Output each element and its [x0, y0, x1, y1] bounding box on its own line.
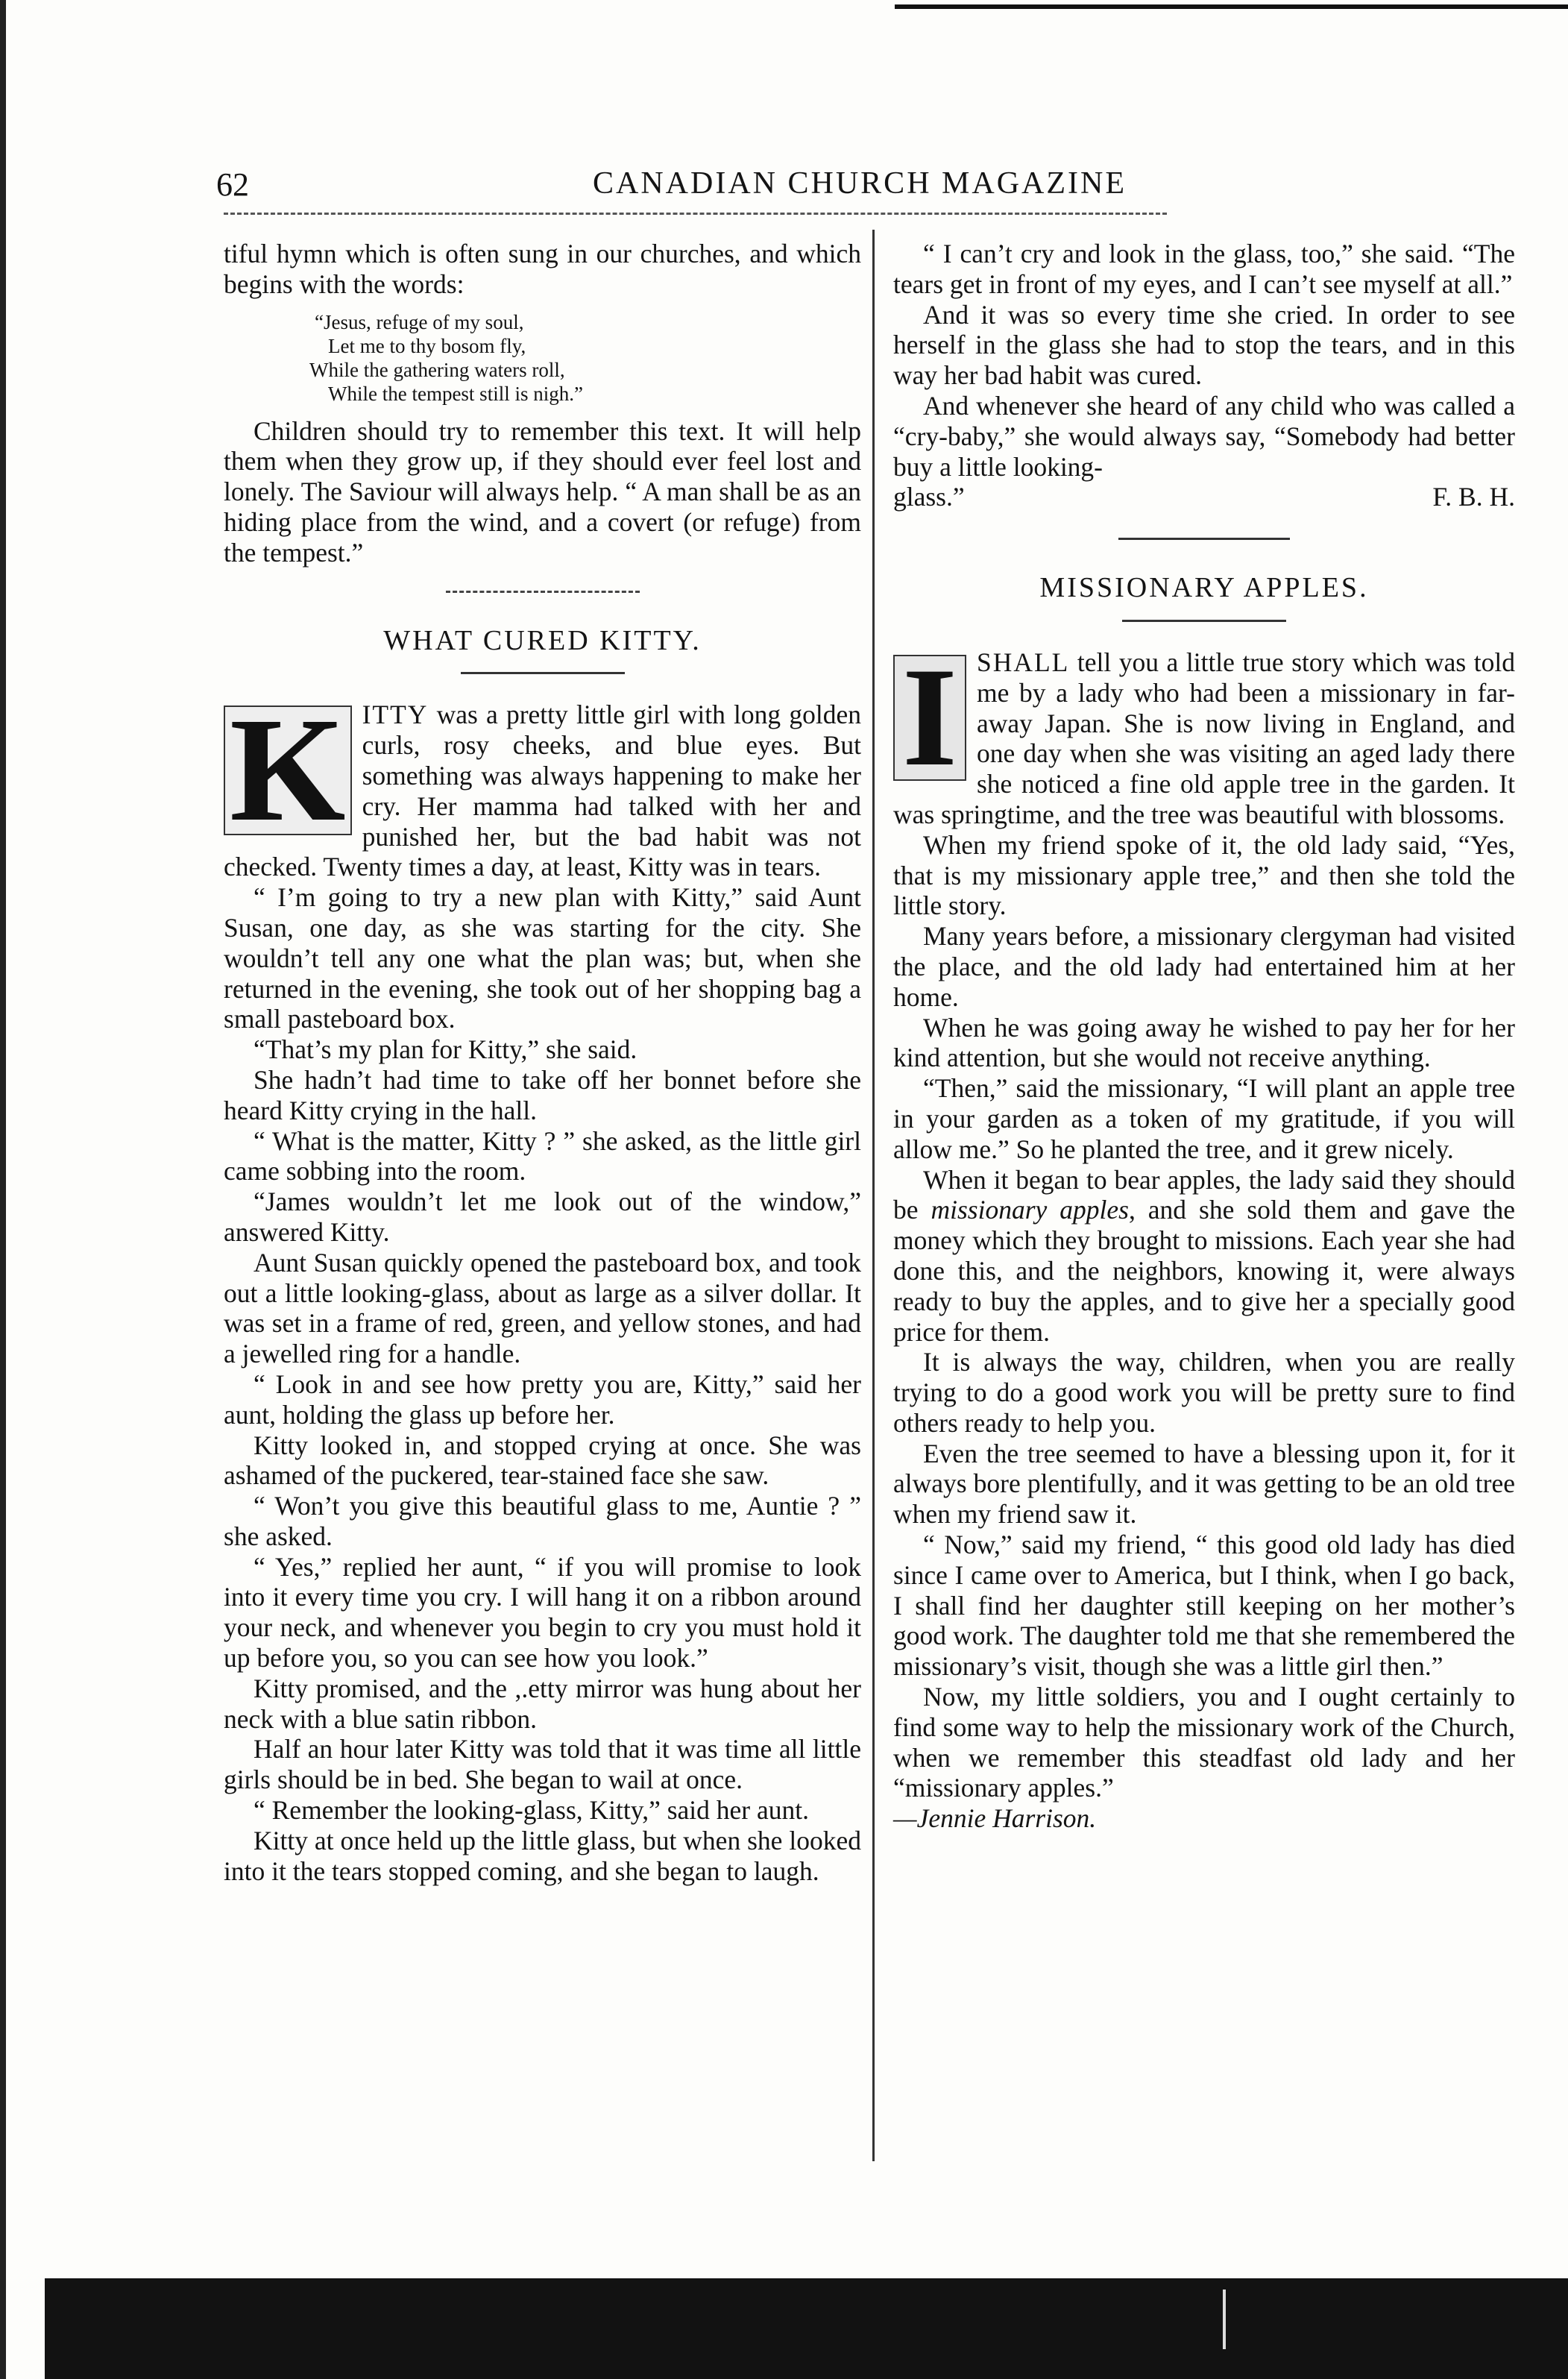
column-divider	[872, 230, 875, 2161]
signature-line	[893, 482, 1515, 512]
paragraph: Now, my little soldiers, you and I ought certainly to find some way to help the missionary work of the Church, when we remember this steadfast old lady and her “missionary apples.”	[893, 1682, 1515, 1803]
paragraph-missionary-apples	[893, 1165, 1515, 1348]
scan-bottom-band	[45, 2278, 1568, 2379]
header-rule	[224, 213, 1167, 215]
section-rule	[1118, 538, 1290, 540]
paragraph: She hadn’t had time to take off her bonnet before she heard Kitty crying in the hall.	[224, 1064, 861, 1125]
opening-text: tell you a little true story which was told me by a lady who had been a missionary in far-away Japan. She is now living in England, and one day when she was visiting an aged lady there she noticed a fine old apple tree in the garden. It was springtime, and the tree was beautiful with blossoms.	[893, 647, 1515, 829]
intro-text: tiful hymn which is often sung in our churches, and which begins with the words:	[224, 239, 861, 299]
dropcap-i: I	[893, 655, 966, 781]
page-number: 62	[216, 166, 249, 203]
text-run: When it began to bear apples, the lady said they should be	[893, 1164, 1515, 1225]
author-signature: —Jennie Harrison.	[893, 1803, 1097, 1834]
paragraph: And it was so every time she cried. In order to see herself in the glass she had to stop the tears, and in this way her bad habit was cured.	[893, 299, 1515, 391]
opening-caps: SHALL	[976, 647, 1070, 677]
poem-line: While the tempest still is nigh.”	[328, 382, 583, 405]
paragraph: “That’s my plan for Kitty,” she said.	[254, 1034, 637, 1065]
title-rule	[461, 672, 625, 674]
paragraph: “ Remember the looking-glass, Kitty,” said her aunt.	[254, 1795, 809, 1826]
hymn-poem	[224, 310, 861, 406]
paragraph: When my friend spoke of it, the old lady said, “Yes, that is my missionary apple tree,” and then she told the little story.	[893, 829, 1515, 921]
story-title-kitty: WHAT CURED KITTY.	[383, 624, 702, 656]
paragraph: It is always the way, children, when you are really trying to do a good work you will be pretty sure to find others ready to help you.	[893, 1347, 1515, 1438]
right-column	[893, 239, 1515, 1834]
paragraph: “ Won’t you give this beautiful glass to me, Auntie ? ” she asked.	[224, 1491, 861, 1551]
paragraph: “ I can’t cry and look in the glass, too,” she said. “The tears get in front of my eyes, and I can’t see myself at all.”	[893, 239, 1515, 299]
paragraph: “ I’m going to try a new plan with Kitty,” said Aunt Susan, one day, as she was starting for the city. She wouldn’t tell any one what the plan was; but, when she returned in the evening, she took out of her shopping bag a small pasteboard box.	[224, 882, 861, 1034]
top-edge-rule	[895, 4, 1568, 9]
closing-word: glass.”	[893, 482, 965, 512]
scan-mark	[1223, 2290, 1226, 2349]
poem-line: “Jesus, refuge of my soul,	[315, 310, 524, 333]
paragraph: Kitty promised, and the ,.etty mirror was hung about her neck with a blue satin ribbon.	[224, 1673, 861, 1734]
paragraph: Many years before, a missionary clergyman had visited the place, and the old lady had entertained him at her home.	[893, 921, 1515, 1012]
paragraph: “ Yes,” replied her aunt, “ if you will promise to look into it every time you cry. I will hang it on a ribbon around your neck, and whenever you begin to cry you must hold it up before you, so you can see how you look.”	[224, 1551, 861, 1674]
paragraph: Even the tree seemed to have a blessing upon it, for it always bore plentifully, and it was getting to be an old tree when my friend saw it.	[893, 1438, 1515, 1530]
page-header	[216, 166, 1167, 210]
text-run: , and she sold them and gave the money which they brought to missions. Each year she had done this, and the neighbors, knowing it, were always ready to buy the apples, and to give her a specially good price for them.	[893, 1195, 1515, 1347]
opening-text: was a pretty little girl with long golden curls, rosy cheeks, and blue eyes. But something was always happening to make her cry. Her mamma had talked with her and punished her, but the bad habit was not checked. Twenty times a day, at least, Kitty was in tears.	[224, 700, 861, 882]
magazine-title: CANADIAN CHURCH MAGAZINE	[593, 166, 1127, 201]
author-name	[893, 1803, 1515, 1834]
dropcap-k: K	[224, 705, 352, 835]
paragraph: “ Now,” said my friend, “ this good old lady has died since I came over to America, but I think, when I go back, I shall find her daughter still keeping on her mother’s good work. The daughter told me that she remembered the missionary’s visit, though she was a little girl then.”	[893, 1530, 1515, 1682]
poem-line: Let me to thy bosom fly,	[328, 334, 526, 357]
opening-caps: ITTY	[362, 700, 429, 730]
story-title-apples: MISSIONARY APPLES.	[1039, 572, 1369, 604]
paragraph: Children should try to remember this text. It will help them when they grow up, if they should ever feel lost and lonely. The Saviour will always help. “ A man shall be as an hiding place from the wind, and a covert (or refuge) from the tempest.”	[224, 415, 861, 568]
paragraph: “James wouldn’t let me look out of the window,” answered Kitty.	[224, 1187, 861, 1247]
left-scan-edge	[0, 0, 6, 2379]
paragraph: “Then,” said the missionary, “I will plant an apple tree in your garden as a token of my gratitude, if you will allow me.” So he planted the tree, and it grew nicely.	[893, 1073, 1515, 1164]
first-paragraph-kitty	[224, 688, 861, 882]
paragraph: Half an hour later Kitty was told that it was time all little girls should be in bed. She began to wail at once.	[224, 1734, 861, 1795]
paragraph: Kitty looked in, and stopped crying at once. She was ashamed of the puckered, tear-stained face she saw.	[224, 1430, 861, 1491]
paragraph: “ Look in and see how pretty you are, Kitty,” said her aunt, holding the glass up before her.	[224, 1368, 861, 1430]
paragraph: And whenever she heard of any child who was called a “cry-baby,” she would always say, “Somebody had better buy a little looking-	[893, 390, 1515, 482]
paragraph: Aunt Susan quickly opened the pasteboard box, and took out a little looking-glass, about as large as a silver dollar. It was set in a frame of red, green, and yellow stones, and had a jewelled ring for a handle.	[224, 1247, 861, 1369]
first-paragraph-apples	[893, 638, 1515, 830]
author-initials: F. B. H.	[1432, 482, 1515, 512]
paragraph: “ What is the matter, Kitty ? ” she asked, as the little girl came sobbing into the room.	[224, 1125, 861, 1187]
emphasis-text: missionary apples	[931, 1195, 1129, 1225]
section-rule	[446, 591, 640, 593]
title-rule	[1122, 620, 1286, 622]
poem-line: While the gathering waters roll,	[309, 358, 565, 381]
left-column	[224, 239, 861, 1886]
paragraph: When he was going away he wished to pay her for her kind attention, but she would not receive anything.	[893, 1012, 1515, 1073]
paragraph: Kitty at once held up the little glass, but when she looked into it the tears stopped coming, and she began to laugh.	[224, 1825, 861, 1886]
